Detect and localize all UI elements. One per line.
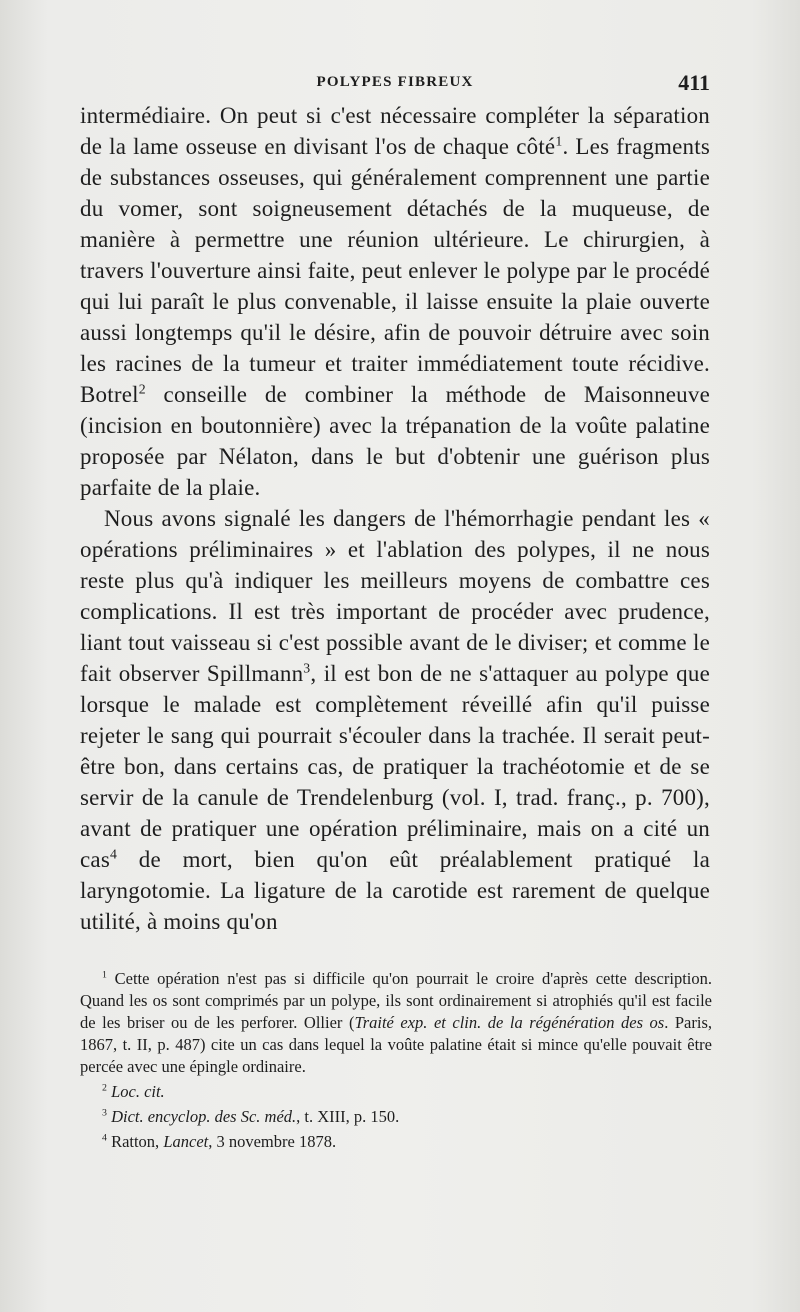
footnote-text: Cette opération n'est pas si difficile qu'on pourrait le croire d'après cette description. Quand les os sont comprimés par un polype, ils sont ordinairement si atrophiés qu'il est facile de les briser ou de les perforer. Ollier ( xyxy=(80,969,712,1032)
page-header xyxy=(80,70,710,100)
paragraph-text: conseille de combiner la méthode de Maisonneuve (incision en boutonnière) avec la trépanation de la voûte palatine proposée par Nélaton, dans le but d'obtenir une guérison plus parfaite de la plaie. xyxy=(80,382,710,500)
footnote-ref[interactable]: 2 xyxy=(138,381,146,397)
main-text xyxy=(80,100,710,937)
paragraph-text: intermédiaire. On peut si c'est nécessaire compléter la séparation de la lame osseuse en divisant l'os de chaque côté xyxy=(80,103,710,159)
paragraph-text: . Les fragments de substances osseuses, qui généralement comprennent une partie du vomer, sont soigneusement détachés de la muqueuse, de manière à permettre une réunion ultérieure. Le chirurgien, à travers l'ouverture ainsi faite, peut enlever le polype par le procédé qui lui paraît le plus convenable, il laisse ensuite la plaie ouverte aussi longtemps qu'il le désire, afin de pouvoir détruire avec soin les racines de la tumeur et traiter immédiatement toute récidive. Botrel xyxy=(80,134,711,407)
footnote-1 xyxy=(80,968,712,1078)
footnote-citation: Traité exp. et clin. de la régénération des os xyxy=(354,1013,665,1032)
footnote-citation: Dict. encyclop. des Sc. méd. xyxy=(111,1107,297,1126)
footnote-ref[interactable]: 4 xyxy=(109,846,118,862)
footnote-2 xyxy=(80,1081,712,1103)
paragraph-text: Nous avons signalé les dangers de l'hémorrhagie pendant les « opérations préliminaires » et l'ablation des polypes, il ne nous reste plus qu'à indiquer les meilleurs moyens de combattre ces complications. Il est très important de procéder avec prudence, liant tout vaisseau si c'est possible avant de le diviser; et comme le fait observer Spillmann xyxy=(80,506,710,686)
paragraph-2 xyxy=(80,503,710,937)
footnote-3 xyxy=(80,1106,712,1128)
page-number: 411 xyxy=(678,70,710,95)
footnote-text: . Paris, 1867, t. II, p. 487) cite un cas dans lequel la voûte palatine était si mince qu'elle pouvait être percée avec une épingle ordinaire. xyxy=(80,1013,712,1076)
footnotes xyxy=(80,968,712,1154)
footnote-citation: Loc. cit. xyxy=(111,1082,165,1101)
paragraph-1 xyxy=(80,100,710,503)
paragraph-text: de mort, bien qu'on eût préalablement pratiqué la laryngotomie. La ligature de la carotide est rarement de quelque utilité, à moins qu'on xyxy=(80,847,710,934)
footnote-text: , t. XIII, p. 150. xyxy=(296,1107,400,1126)
paragraph-text: , il est bon de ne s'attaquer au polype que lorsque le malade est complètement réveillé afin qu'il puisse rejeter le sang qui pourrait s'écouler dans la trachée. Il serait peut-être bon, dans certains cas, de pratiquer la trachéotomie et de se servir de la canule de Trendelenburg (vol. I, trad. franç., p. 700), avant de pratiquer une opération préliminaire, mais on a cité un cas xyxy=(80,661,710,872)
footnote-mark: 4 xyxy=(102,1132,107,1144)
footnote-4 xyxy=(80,1131,712,1153)
footnote-mark: 3 xyxy=(102,1107,107,1119)
footnote-mark: 1 xyxy=(102,969,107,981)
footnote-mark: 2 xyxy=(102,1082,107,1094)
footnote-citation: Lancet xyxy=(163,1132,209,1151)
footnote-ref[interactable]: 3 xyxy=(303,660,311,676)
footnote-ref[interactable]: 1 xyxy=(555,133,563,149)
footnote-text: , 3 novembre 1878. xyxy=(208,1132,337,1151)
running-head: POLYPES FIBREUX xyxy=(316,74,474,90)
footnote-text: Ratton, xyxy=(106,1132,164,1151)
